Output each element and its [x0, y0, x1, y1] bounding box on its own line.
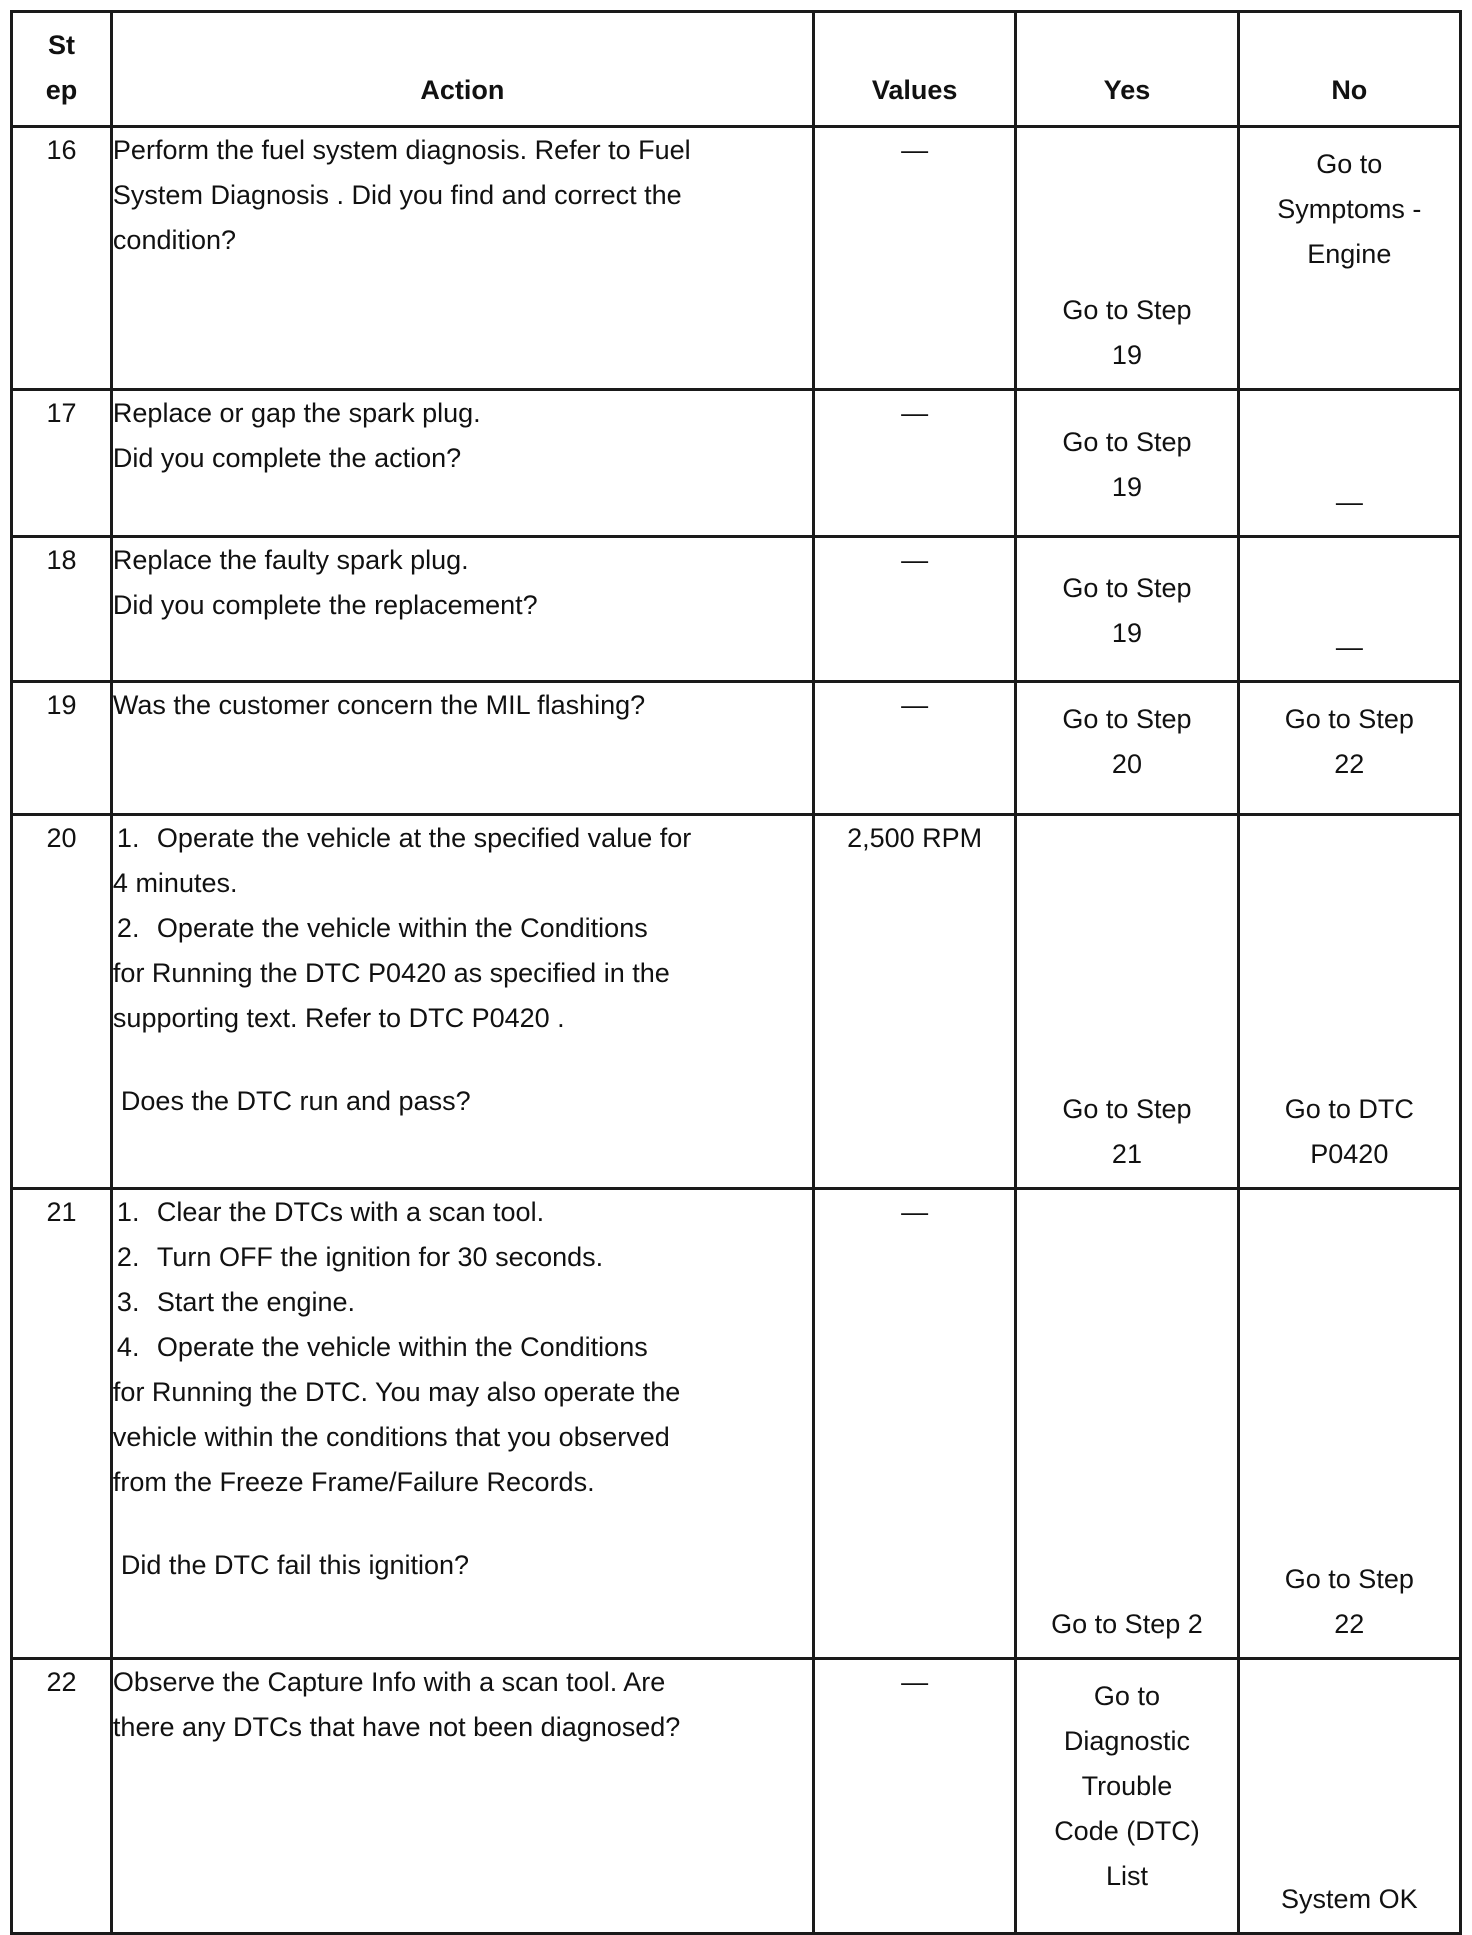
action-cell: Replace the faulty spark plug. Did you complete the replacement? — [111, 536, 813, 681]
list-item: 3. Start the engine. — [116, 1286, 356, 1317]
value-cell: 2,500 RPM — [813, 815, 1015, 1189]
no-cell: — — [1238, 536, 1460, 681]
step-number: 19 — [12, 681, 112, 814]
header-step: St ep — [12, 12, 112, 127]
action-cell: Perform the fuel system diagnosis. Refer to Fuel System Diagnosis . Did you find and correct the condition? — [111, 127, 813, 390]
action-cell: Replace or gap the spark plug. Did you complete the action? — [111, 390, 813, 536]
value-cell: — — [813, 127, 1015, 390]
yes-cell: Go to Step 19 — [1016, 127, 1238, 390]
diagnostic-table — [10, 10, 1462, 1935]
header-values: Values — [813, 12, 1015, 127]
action-question: Did the DTC fail this ignition? — [120, 1549, 470, 1580]
table-row — [12, 1188, 1461, 1658]
step-number: 20 — [12, 815, 112, 1189]
yes-cell: Go to Step 2 — [1016, 1188, 1238, 1658]
no-cell: Go to Symptoms - Engine — [1238, 127, 1460, 390]
table-row — [12, 815, 1461, 1189]
yes-cell: Go to Step 20 — [1016, 681, 1238, 814]
header-yes: Yes — [1016, 12, 1238, 127]
yes-cell: Go to Step 19 — [1016, 390, 1238, 536]
list-item: 2. Operate the vehicle within the Conditions — [116, 913, 648, 944]
yes-cell: Go to Diagnostic Trouble Code (DTC) List — [1016, 1658, 1238, 1933]
table-row — [12, 536, 1461, 681]
yes-cell: Go to Step 21 — [1016, 815, 1238, 1189]
table-row — [12, 127, 1461, 390]
step-number: 22 — [12, 1658, 112, 1933]
action-cell: 1. Clear the DTCs with a scan tool. 2. Turn OFF the ignition for 30 seconds. 3. Start the engine. 4. Operate the vehicle within the Conditions for Running the DTC. You may also operate the vehicle within the conditions that you observed from the Freeze Frame/Failure Records. Did the DTC fail this ignition? — [111, 1188, 813, 1658]
action-cell: 1. Operate the vehicle at the specified value for 4 minutes. 2. Operate the vehicle within the Conditions for Running the DTC P0420 as specified in the supporting text. Refer to DTC P0420 . Does the DTC run and pass? — [111, 815, 813, 1189]
value-cell: — — [813, 681, 1015, 814]
step-number: 17 — [12, 390, 112, 536]
header-no: No — [1238, 12, 1460, 127]
list-item: 1. Operate the vehicle at the specified value for — [116, 823, 692, 854]
step-number: 16 — [12, 127, 112, 390]
action-cell: Observe the Capture Info with a scan tool. Are there any DTCs that have not been diagnosed? — [111, 1658, 813, 1933]
list-item: 1. Clear the DTCs with a scan tool. — [116, 1196, 545, 1227]
header-row — [12, 12, 1461, 127]
no-cell: Go to DTC P0420 — [1238, 815, 1460, 1189]
header-action: Action — [111, 12, 813, 127]
yes-cell: Go to Step 19 — [1016, 536, 1238, 681]
step-number: 21 — [12, 1188, 112, 1658]
value-cell: — — [813, 390, 1015, 536]
no-cell: Go to Step 22 — [1238, 681, 1460, 814]
value-cell: — — [813, 1188, 1015, 1658]
value-cell: — — [813, 536, 1015, 681]
list-item: 4. Operate the vehicle within the Conditions — [116, 1331, 648, 1362]
table-row — [12, 681, 1461, 814]
list-item: 2. Turn OFF the ignition for 30 seconds. — [116, 1241, 604, 1272]
table-row — [12, 1658, 1461, 1933]
no-cell: System OK — [1238, 1658, 1460, 1933]
value-cell: — — [813, 1658, 1015, 1933]
no-cell: Go to Step 22 — [1238, 1188, 1460, 1658]
no-cell: — — [1238, 390, 1460, 536]
action-cell: Was the customer concern the MIL flashing? — [111, 681, 813, 814]
action-question: Does the DTC run and pass? — [120, 1086, 471, 1117]
step-number: 18 — [12, 536, 112, 681]
table-row — [12, 390, 1461, 536]
